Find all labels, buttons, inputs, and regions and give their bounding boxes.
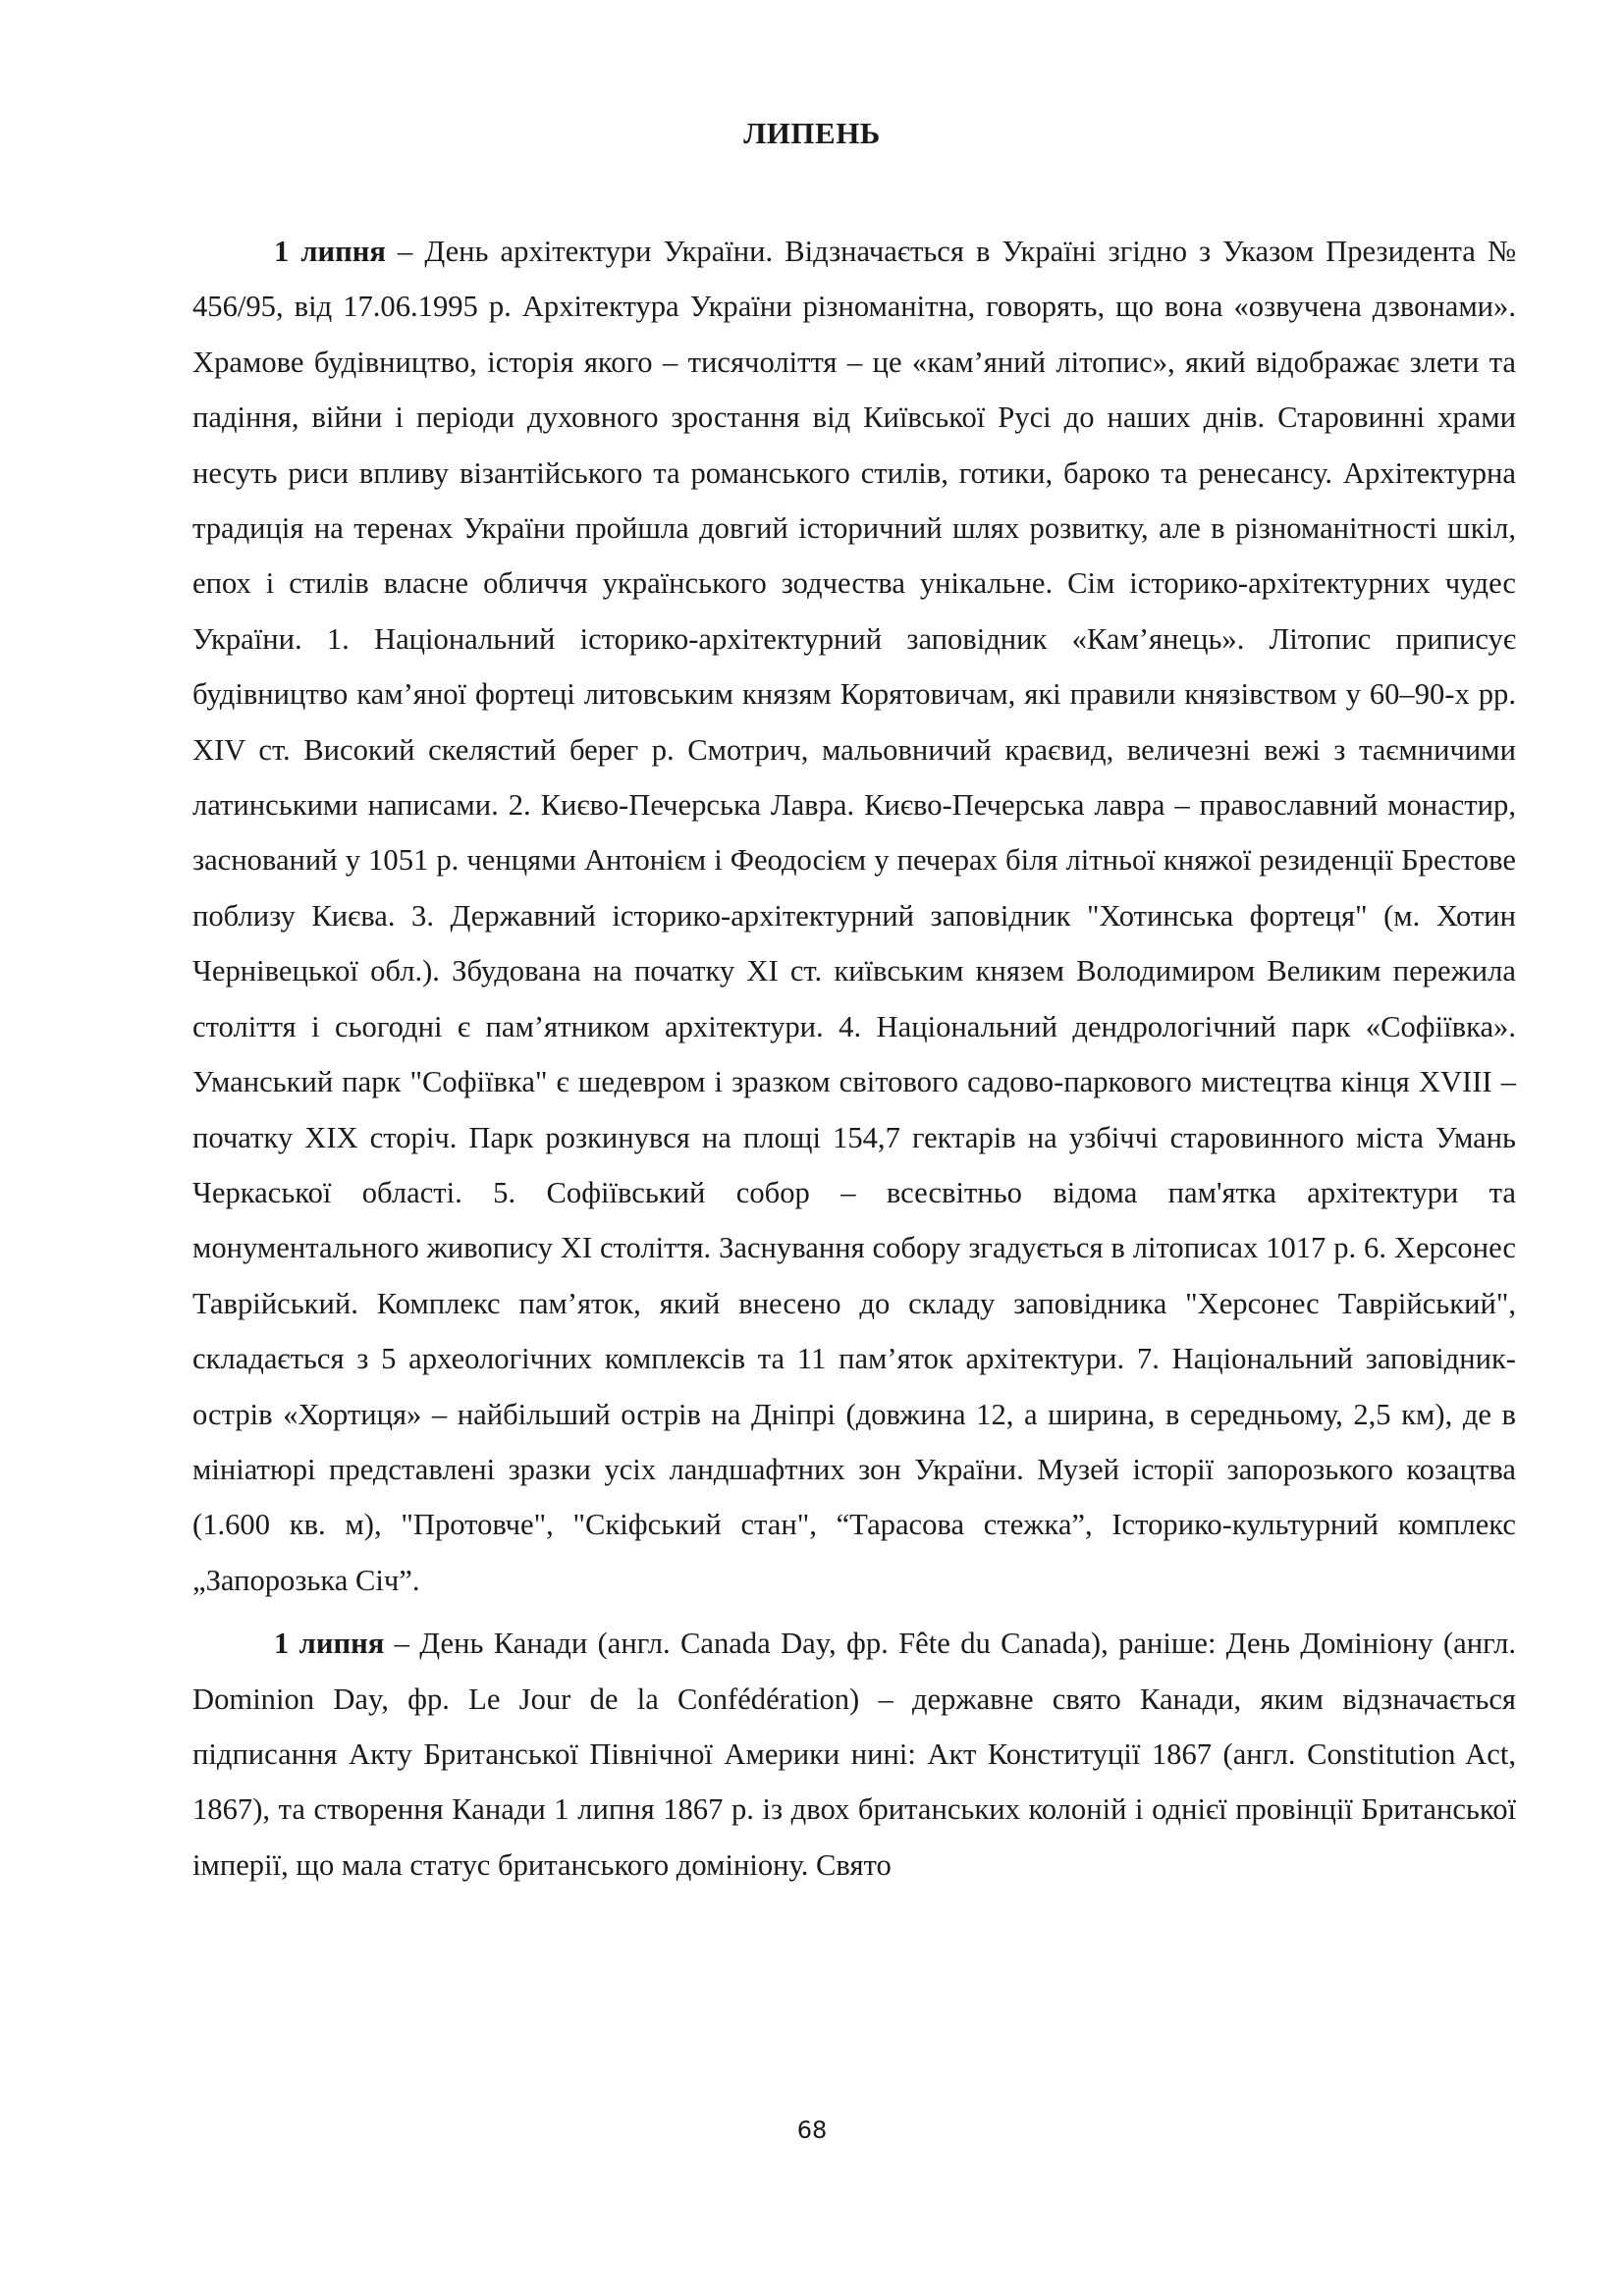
page-title: ЛИПЕНЬ: [743, 116, 881, 150]
paragraph-date: 1 липня: [274, 235, 386, 268]
page-number: 68: [796, 2116, 828, 2144]
paragraph-canada-day: [192, 1616, 1516, 1893]
paragraph-text: – День архітектури України. Відзначається в Україні згідно з Указом Президента № 456/95, від 17.06.1995 р. Архітектура України різноманітна, говорять, що вона «озвучена дзвонами». Храмове будівництво, історія якого – тисячоліття – це «кам’яний літопис», який відображає злети та падіння, війни і періоди духовного зростання від Київської Русі до наших днів. Старовинні храми несуть риси впливу візантійського та романського стилів, готики, бароко та ренесансу. Архітектурна традиція на теренах України пройшла довгий історичний шлях розвитку, але в різноманітності шкіл, епох і стилів власне обличчя українського зодчества унікальне. Сім історико-архітектурних чудес України. 1. Національний історико-архітектурний заповідник «Кам’янець». Літопис приписує будівництво кам’яної фортеці литовським князям Корятовичам, які правили князівством у 60–90-х рр. XIV ст. Високий скелястий берег р. Смотрич, мальовничий краєвид, величезні вежі з таємничими латинськими написами. 2. Києво-Печерська Лавра. Києво-Печерська лавра – православний монастир, заснований у 1051 р. ченцями Антонієм і Феодосієм у печерах біля літньої княжої резиденції Брестове поблизу Києва. 3. Державний історико-архітектурний заповідник "Хотинська фортеця" (м. Хотин Чернівецької обл.). Збудована на початку ХІ ст. київським князем Володимиром Великим пережила століття і сьогодні є пам’ятником архітектури. 4. Національний дендрологічний парк «Софіївка». Уманський парк "Софіївка" є шедевром і зразком світового садово-паркового мистецтва кінця XVIII – початку XIX сторіч. Парк розкинувся на площі 154,7 гектарів на узбіччі старовинного міста Умань Черкаської області. 5. Софіївський собор – всесвітньо відома пам'ятка архітектури та монументального живопису XI століття. Заснування собору згадується в літописах 1017 р. 6. Херсонес Таврійський. Комплекс пам’яток, який внесено до складу заповідника "Херсонес Таврійський", складається з 5 археологічних комплексів та 11 пам’яток архітектури. 7. Національний заповідник-острів «Хортиця» – найбільший острів на Дніпрі (довжина 12, а ширина, в середньому, 2,5 км), де в мініатюрі представлені зразки усіх ландшафтних зон України. Музей історії запорозького козацтва (1.600 кв. м), "Протовче", "Скіфський стан", “Тарасова стежка”, Історико-культурний комплекс „Запорозька Січ”.: [192, 235, 1517, 1597]
paragraph-architecture-day: [192, 224, 1516, 1608]
body-text: [192, 224, 1516, 1893]
paragraph-text: – День Канади (англ. Canada Day, фр. Fête du Canada), раніше: День Домініону (англ. Dominion Day, фр. Le Jour de la Confédération) – державне свято Канади, яким відзначається підписання Акту Британської Північної Америки нині: Акт Конституції 1867 (англ. Constitution Act, 1867), та створення Канади 1 липня 1867 р. із двох британських колоній і однієї провінції Британської імперії, що мала статус британського домініону. Свято: [192, 1627, 1516, 1882]
paragraph-date: 1 липня: [274, 1627, 385, 1661]
